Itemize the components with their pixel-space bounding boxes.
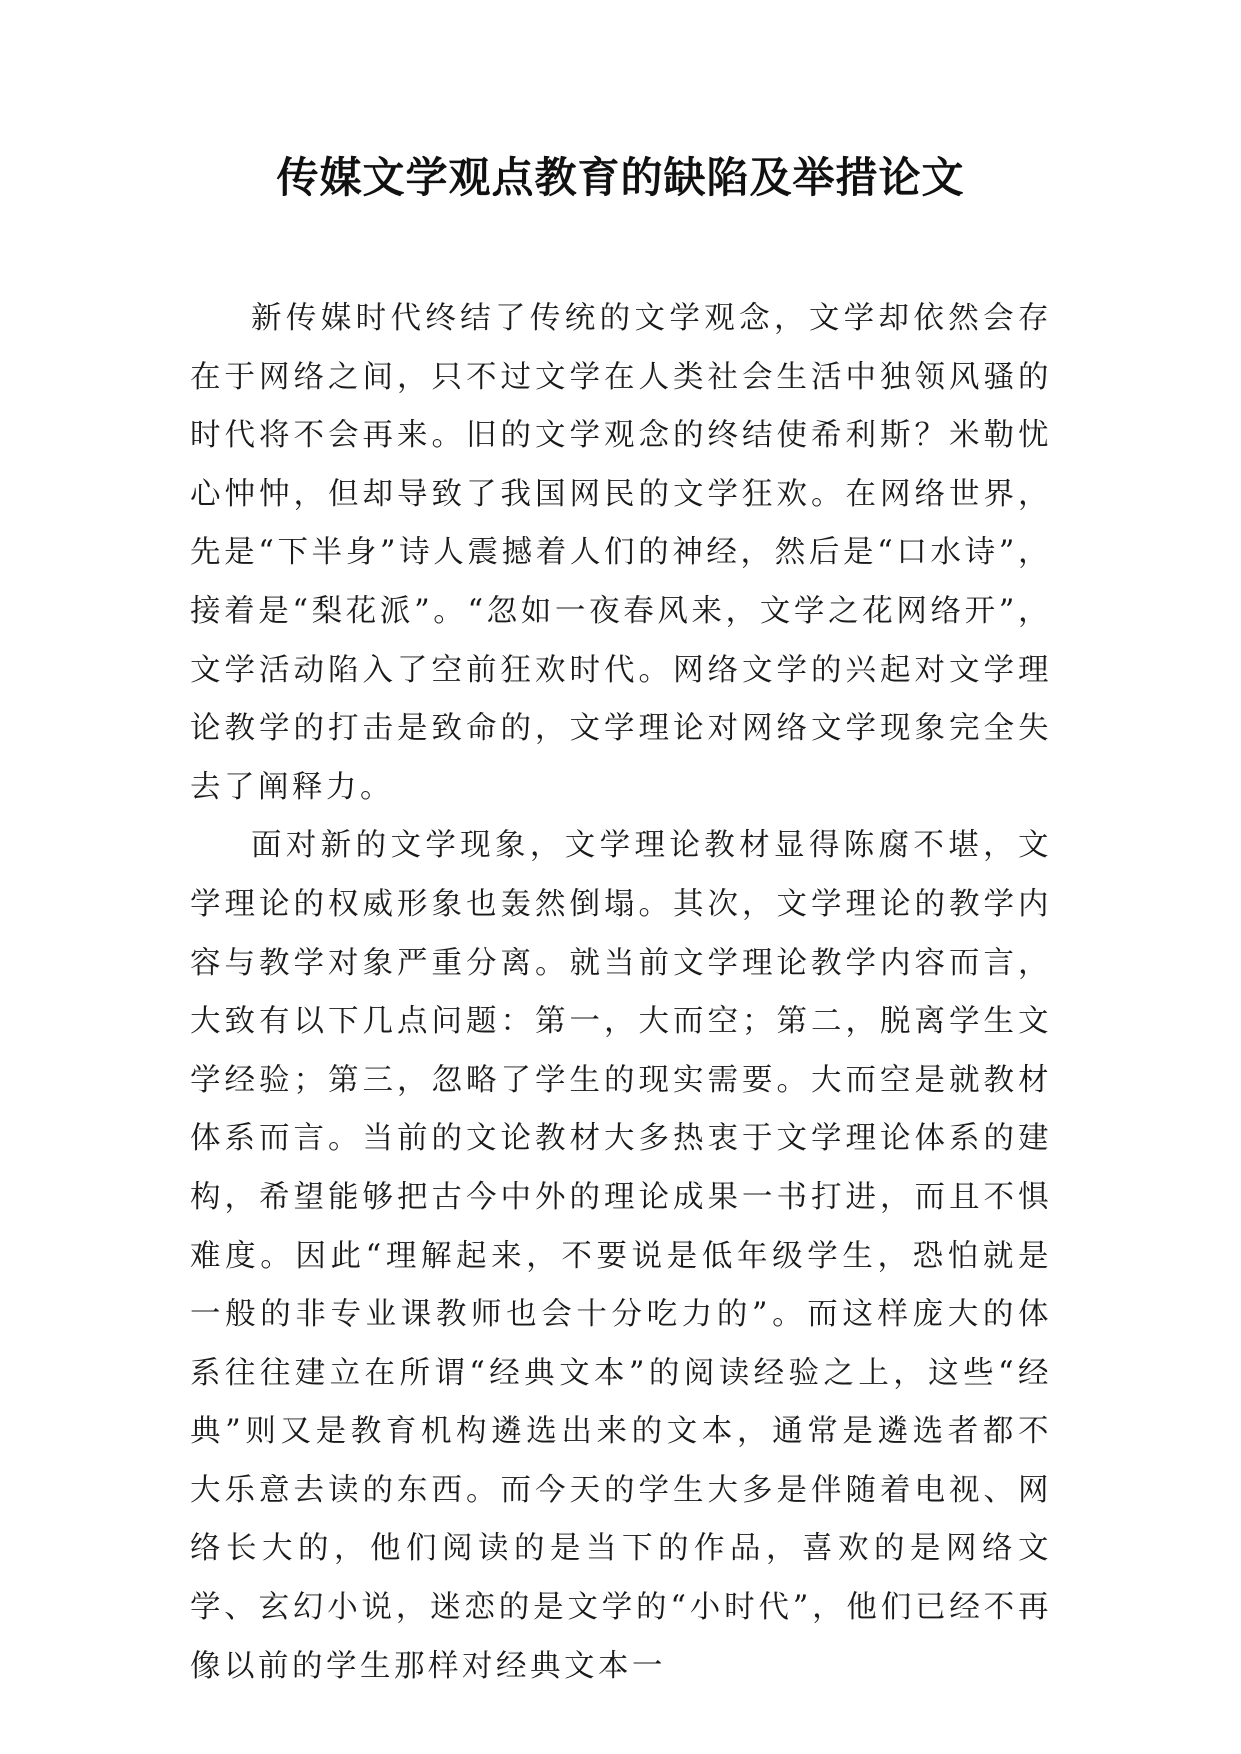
paragraph-2: 面对新的文学现象，文学理论教材显得陈腐不堪，文学理论的权威形象也轰然倒塌。其次，文学理论的教学内容与教学对象严重分离。就当前文学理论教学内容而言，大致有以下几点问题：第一，大而空；第二，脱离学生文学经验；第三，忽略了学生的现实需要。大而空是就教材体系而言。当前的文论教材大多热衷于文学理论体系的建构，希望能够把古今中外的理论成果一书打进，而且不惧难度。因此“理解起来，不要说是低年级学生，恐怕就是一般的非专业课教师也会十分吃力的”。而这样庞大的体系往往建立在所谓“经典文本”的阅读经验之上，这些“经典”则又是教育机构遴选出来的文本，通常是遴选者都不大乐意去读的东西。而今天的学生大多是伴随着电视、网络长大的，他们阅读的是当下的作品，喜欢的是网络文学、玄幻小说，迷恋的是文学的“小时代”，他们已经不再像以前的学生那样对经典文本一 (190, 828, 1052, 1684)
paragraph-1: 新传媒时代终结了传统的文学观念，文学却依然会存在于网络之间，只不过文学在人类社会生活中独领风骚的时代将不会再来。旧的文学观念的终结使希利斯？米勒忧心忡忡，但却导致了我国网民的文学狂欢。在网络世界，先是“下半身”诗人震撼着人们的神经，然后是“口水诗”，接着是“梨花派”。“忽如一夜春风来，文学之花网络开”，文学活动陷入了空前狂欢时代。网络文学的兴起对文学理论教学的打击是致命的，文学理论对网络文学现象完全失去了阐释力。 (190, 301, 1052, 805)
document-body (190, 290, 1052, 1696)
document-title: 传媒文学观点教育的缺陷及举措论文 (276, 153, 965, 202)
